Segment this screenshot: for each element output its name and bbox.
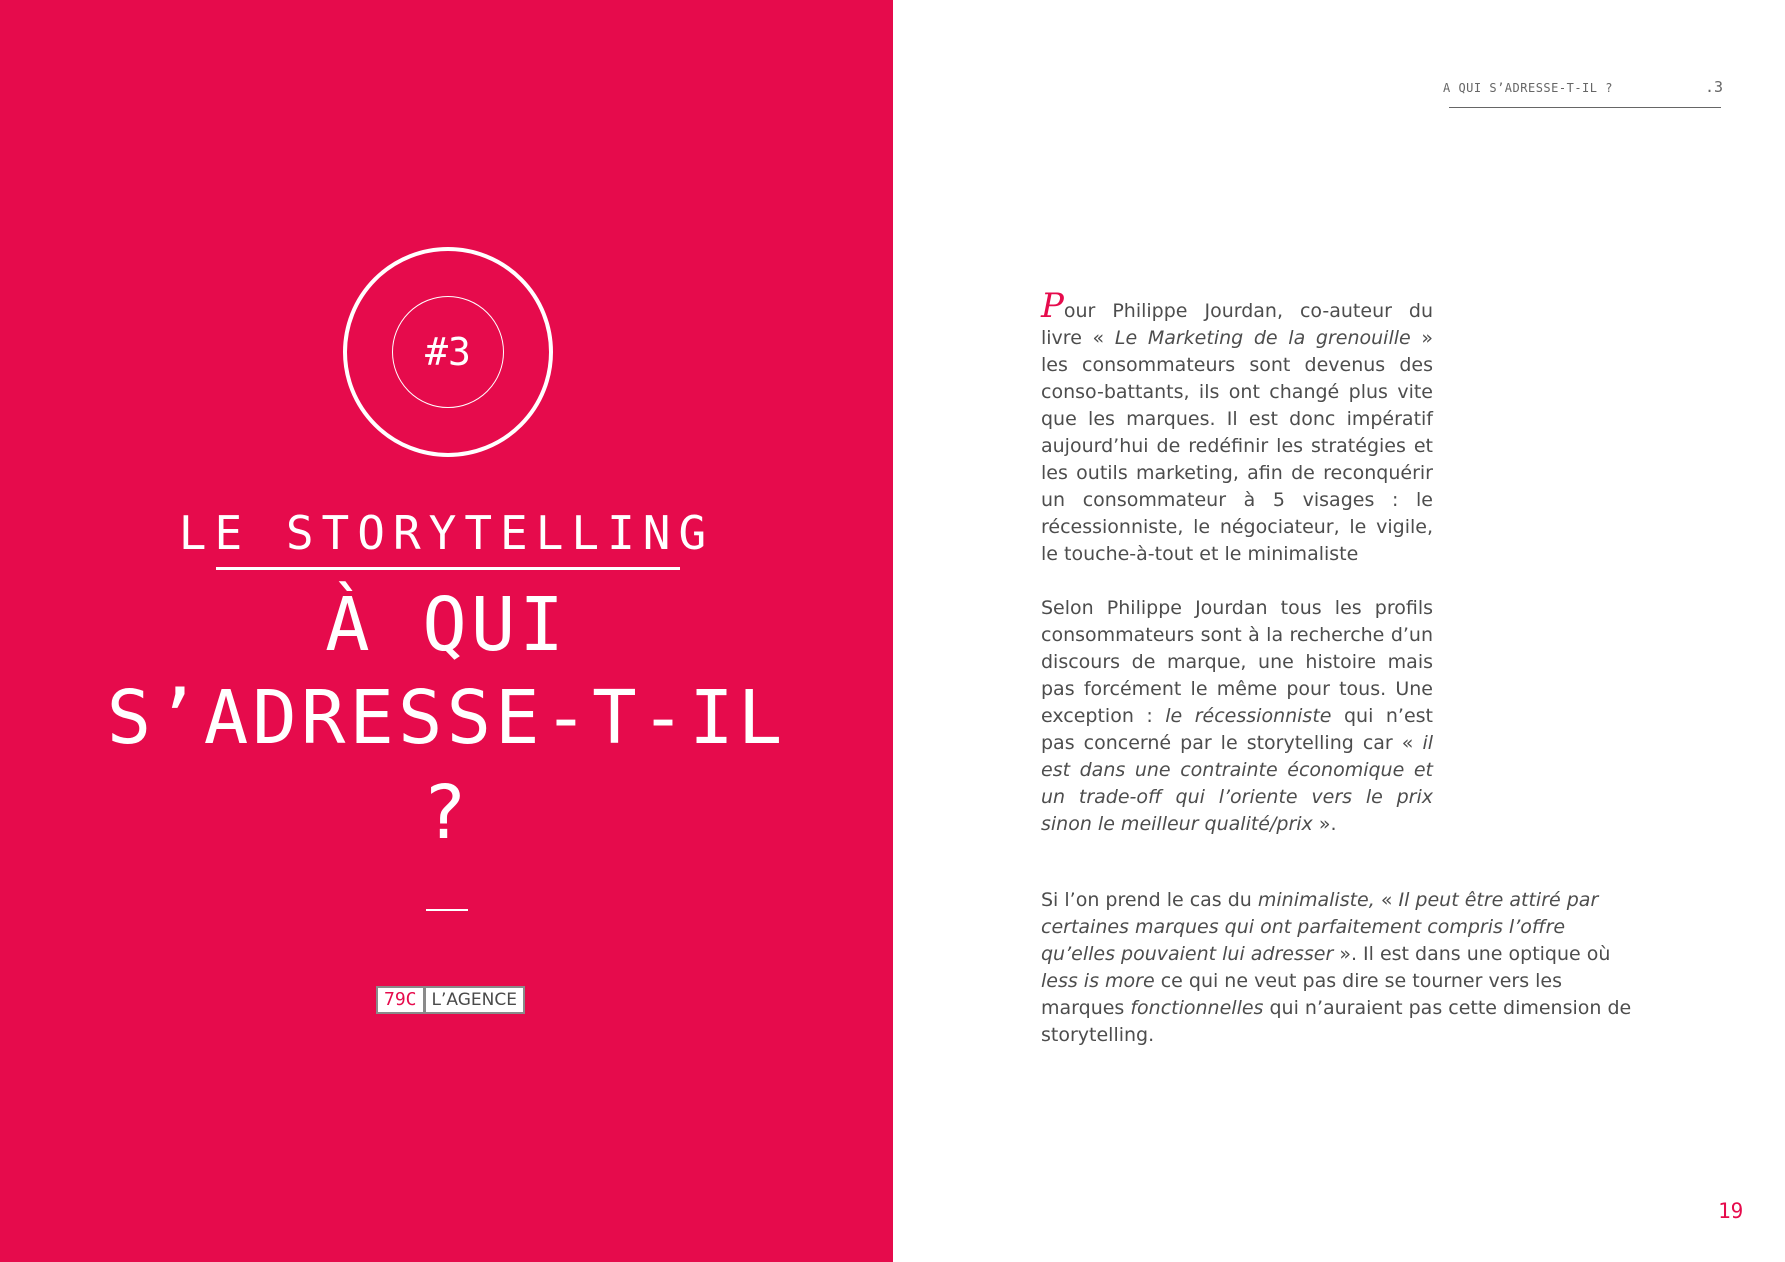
- text-run: «: [1374, 889, 1399, 911]
- drop-cap: P: [1041, 286, 1064, 326]
- quote: Il peut être attiré par certaines marques qui ont parfaitement compris l’offre qu’elles pouvaient lui adresser: [1041, 889, 1599, 965]
- kicker-underline: [216, 567, 680, 570]
- quote: il est dans une contrainte économique et un trade-off qui l’oriente vers le prix sinon le meilleur qualité/prix: [1041, 732, 1433, 835]
- logo-name: L’AGENCE: [431, 990, 517, 1010]
- book-title: Le Marketing de la grenouille: [1114, 327, 1411, 349]
- chapter-number: #3: [425, 330, 471, 374]
- chapter-title-line-1: À QUI: [325, 582, 568, 668]
- page-number: 19: [1718, 1199, 1744, 1223]
- chapter-emblem: [343, 247, 553, 457]
- section-kicker: LE STORYTELLING: [178, 506, 715, 560]
- text-run: Selon Philippe Jourdan tous les profils consommateurs sont à la recherche d’un discours de marque, une histoire mais pas forcément le même pour tous. Une exception :: [1041, 597, 1433, 727]
- paragraph-3: [1041, 887, 1641, 1049]
- text-run: our Philippe Jourdan, co-auteur du livre «: [1041, 300, 1433, 349]
- emphasis: le récessionniste: [1165, 705, 1332, 727]
- running-header-rule: [1449, 107, 1721, 108]
- paragraph-2: [1041, 595, 1433, 838]
- running-header-number: .3: [1705, 78, 1724, 96]
- agency-logo: [376, 986, 525, 1014]
- emphasis: less is more: [1041, 970, 1155, 992]
- text-run: ce qui ne veut pas dire se tourner vers les marques: [1041, 970, 1563, 1019]
- logo-code: 79C: [378, 988, 426, 1012]
- text-run: qui n’auraient pas cette dimension de storytelling.: [1041, 997, 1632, 1046]
- paragraph-1: [1041, 286, 1434, 568]
- text-run: Si l’on prend le cas du: [1041, 889, 1258, 911]
- text-run: » les consommateurs sont devenus des conso-battants, ils ont changé plus vite que les marques. Il est donc impératif aujourd’hui de redéfinir les stratégies et les outils marketing, afin de reconquérir un consommateur à 5 visages : le récessionniste, le négociateur, le vigile, le touche-à-tout et le minimaliste: [1041, 327, 1434, 565]
- chapter-title-line-3: ?: [422, 770, 471, 856]
- emphasis: fonctionnelles: [1130, 997, 1264, 1019]
- text-run: qui n’est pas concerné par le storytelling car «: [1041, 705, 1433, 754]
- chapter-title-line-2: S’ADRESSE-T-IL: [106, 675, 787, 761]
- running-header-title: A QUI S’ADRESSE-T-IL ?: [1443, 81, 1613, 95]
- text-run: ».: [1312, 813, 1337, 835]
- text-run: ». Il est dans une optique où: [1333, 943, 1611, 965]
- emphasis: minimaliste,: [1257, 889, 1375, 911]
- title-dash: [426, 909, 468, 911]
